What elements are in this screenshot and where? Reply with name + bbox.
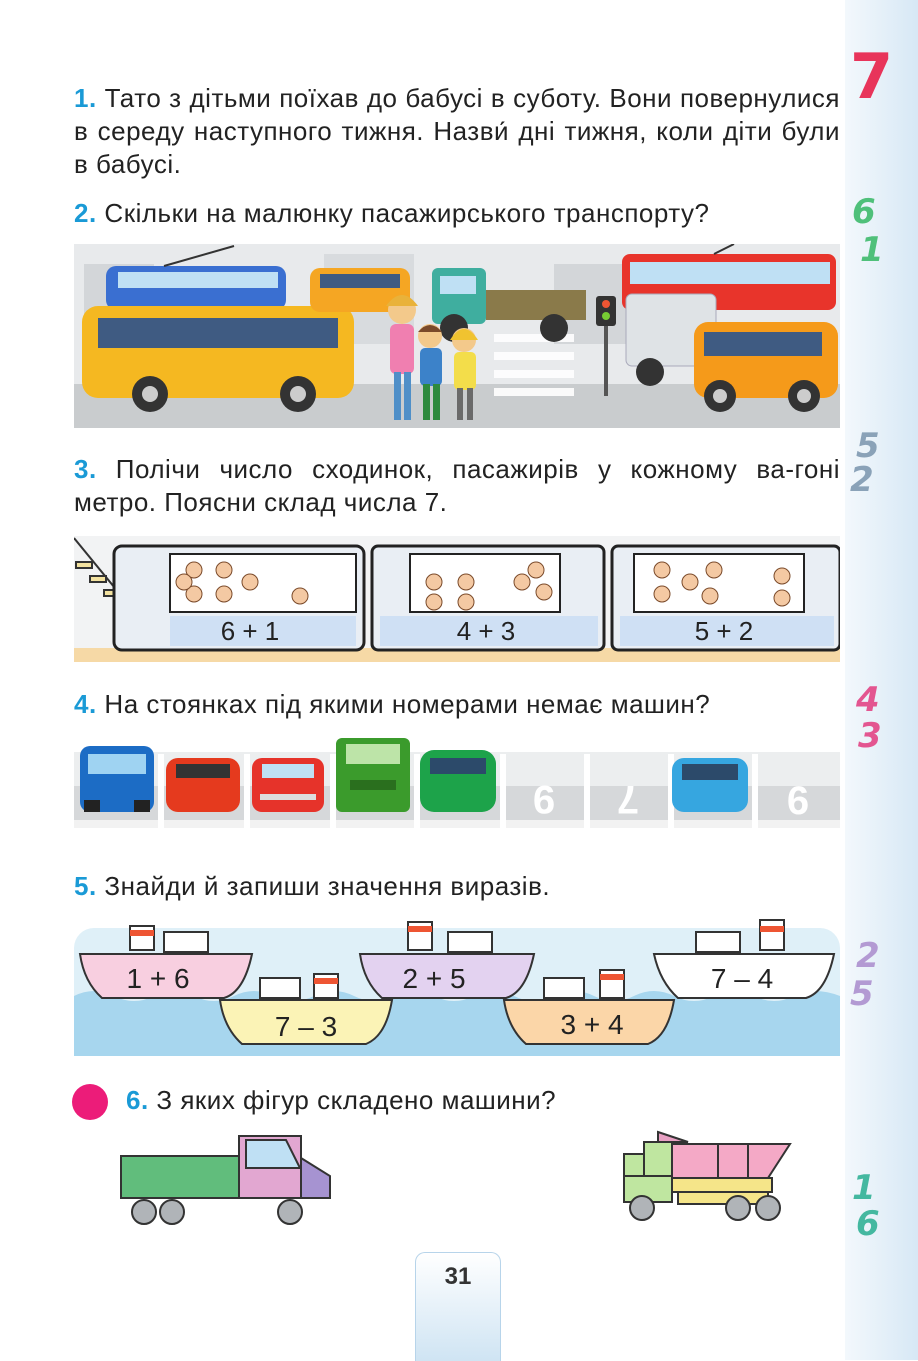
- parked-car: [672, 758, 748, 812]
- boat-expression: 7 – 3: [274, 1011, 338, 1042]
- task-text: З яких фігур складено машини?: [156, 1085, 557, 1115]
- pink-dot: [72, 1084, 108, 1120]
- side-number: 3: [858, 716, 882, 756]
- parking-number: 6: [786, 779, 810, 823]
- side-number: 6: [856, 1204, 880, 1244]
- task-4: [74, 688, 840, 721]
- task-6: [126, 1084, 826, 1117]
- side-number: 4: [856, 680, 880, 720]
- boat-expression: 7 – 4: [710, 963, 774, 994]
- boat-expression: 3 + 4: [560, 1009, 624, 1040]
- parked-car: [336, 738, 410, 812]
- parking-illustration: [74, 734, 840, 834]
- parked-car: [420, 750, 496, 812]
- task-text: На стоянках під якими номерами немає машин?: [104, 689, 711, 719]
- side-number: 5: [850, 974, 874, 1014]
- task-number: 6.: [126, 1085, 149, 1115]
- side-number-top: 7: [850, 40, 894, 113]
- task-1: [74, 82, 840, 181]
- shape-truck: [118, 1130, 338, 1230]
- wagon-expression: 5 + 2: [694, 616, 754, 646]
- task-number: 1.: [74, 83, 97, 113]
- wagon-expression: 4 + 3: [456, 616, 516, 646]
- side-number: 1: [852, 1168, 876, 1208]
- boat-expression: 2 + 5: [402, 963, 466, 994]
- side-number: 6: [852, 192, 876, 232]
- parking-number: 7: [616, 777, 640, 821]
- task-number: 3.: [74, 454, 97, 484]
- task-text: Полічи число сходинок, пасажирів у кожному ва-гоні метро. Поясни склад числа 7.: [74, 454, 840, 517]
- task-5: [74, 870, 840, 903]
- parked-car: [252, 758, 324, 812]
- parked-car: [80, 746, 154, 812]
- page-number-tab: [415, 1252, 501, 1361]
- metro-illustration: [74, 536, 840, 662]
- parking-number: 9: [532, 777, 556, 821]
- task-text: Скільки на малюнку пасажирського транспорту?: [104, 198, 710, 228]
- task-2: [74, 197, 840, 230]
- task-number: 2.: [74, 198, 97, 228]
- boat-expression: 1 + 6: [126, 963, 190, 994]
- task-number: 5.: [74, 871, 97, 901]
- side-number: 5: [856, 426, 880, 466]
- page-number: 31: [444, 1263, 472, 1290]
- task-3: [74, 453, 840, 519]
- transport-illustration: [74, 244, 840, 428]
- parked-car: [166, 758, 240, 812]
- task-text: Знайди й запиши значення виразів.: [104, 871, 551, 901]
- side-number: 2: [856, 936, 880, 976]
- task-text: Тато з дітьми поїхав до бабусі в суботу. Вони повернулися в середу наступного тижня. Назви́ дні тижня, коли діти були в бабусі.: [74, 83, 840, 179]
- shape-dump-truck: [618, 1128, 798, 1228]
- side-number: 1: [860, 230, 884, 270]
- wagon-expression: 6 + 1: [220, 616, 280, 646]
- task-number: 4.: [74, 689, 97, 719]
- side-number: 2: [850, 460, 874, 500]
- boats-illustration: [74, 916, 840, 1056]
